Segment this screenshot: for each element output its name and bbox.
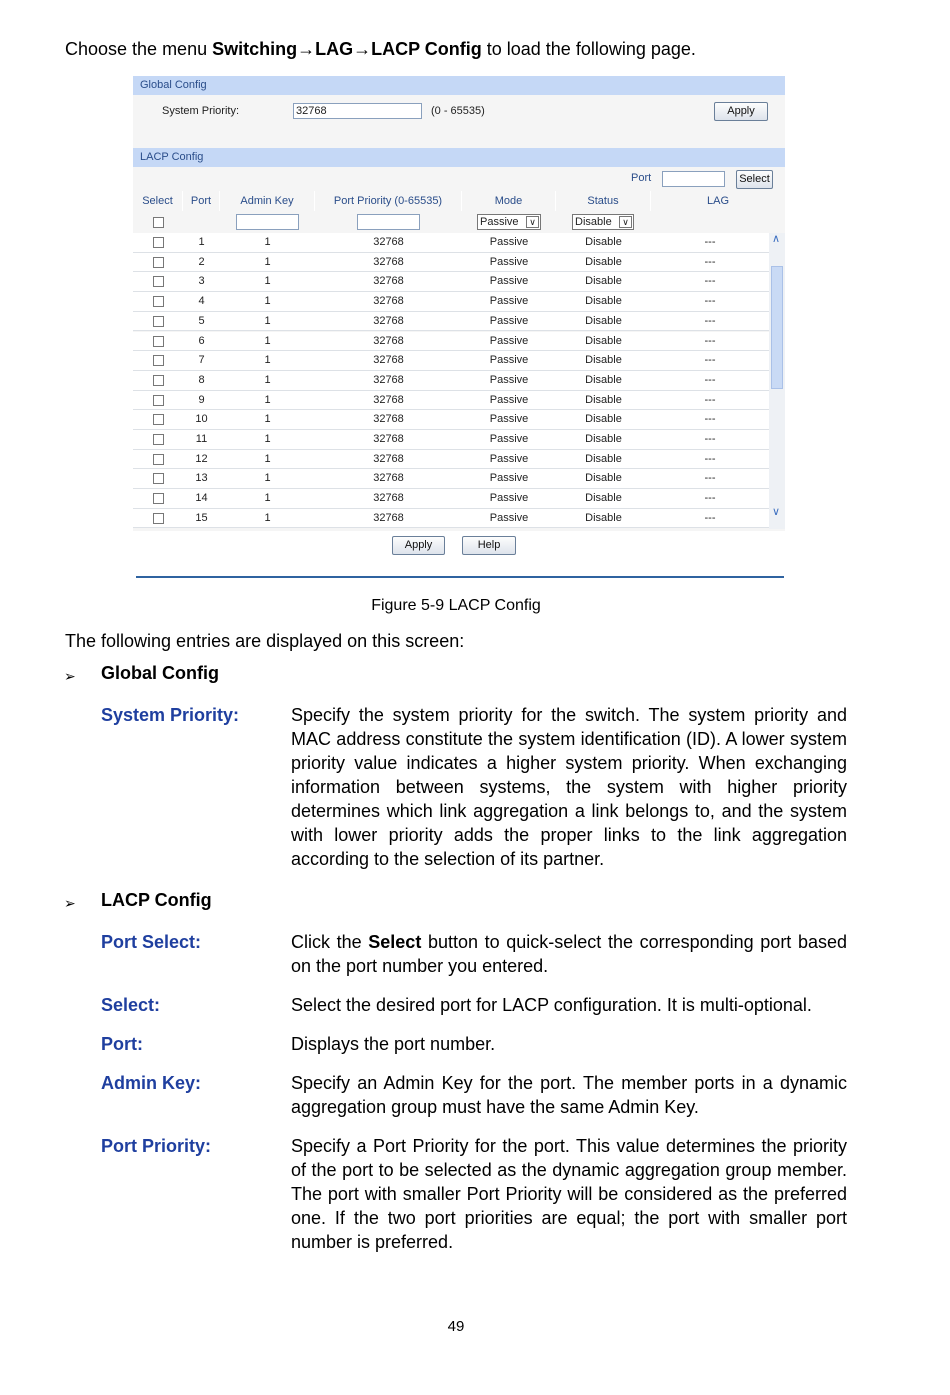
cell-port: 2 <box>198 255 205 268</box>
col-select: Select <box>133 191 183 211</box>
global-config-header: Global Config <box>133 76 785 95</box>
desc-admin-key: Specify an Admin Key for the port. The member ports in a dynamic aggregation group must have the same Admin Key. <box>291 1073 847 1117</box>
row-select-checkbox[interactable] <box>153 237 164 248</box>
cell-port: 6 <box>198 334 205 347</box>
global-apply-button[interactable]: Apply <box>714 102 768 121</box>
table-row <box>133 292 769 312</box>
row-select-checkbox[interactable] <box>153 513 164 524</box>
select-all-checkbox[interactable] <box>153 217 164 228</box>
cell-port: 8 <box>198 373 205 386</box>
cell-priority: 32768 <box>373 413 404 426</box>
cell-admin-key: 1 <box>264 393 271 406</box>
row-select-checkbox[interactable] <box>153 473 164 484</box>
cell-status: Disable <box>585 452 622 465</box>
cell-lag: --- <box>704 373 716 386</box>
cell-port: 5 <box>198 314 205 327</box>
cell-admin-key: 1 <box>264 452 271 465</box>
cell-status: Disable <box>585 354 622 367</box>
cell-priority: 32768 <box>373 275 404 288</box>
cell-lag: --- <box>704 433 716 445</box>
table-row <box>133 332 769 352</box>
cell-admin-key: 1 <box>264 413 271 426</box>
table-scrollbar[interactable] <box>769 233 785 529</box>
col-mode: Mode <box>462 191 556 211</box>
cell-status: Disable <box>585 314 622 327</box>
system-priority-range: (0 - 65535) <box>431 105 485 117</box>
row-select-checkbox[interactable] <box>153 336 164 347</box>
port-select-input[interactable] <box>662 171 725 187</box>
cell-lag: --- <box>704 354 716 367</box>
cell-status: Disable <box>585 472 622 485</box>
cell-status: Disable <box>585 295 622 308</box>
cell-priority: 32768 <box>373 433 404 445</box>
cell-priority: 32768 <box>373 314 404 327</box>
cell-lag: --- <box>704 255 716 268</box>
admin-key-filter-input[interactable] <box>236 214 299 230</box>
table-row <box>133 450 769 470</box>
cell-mode: Passive <box>489 452 529 465</box>
row-select-checkbox[interactable] <box>153 296 164 307</box>
cell-lag: --- <box>704 295 716 308</box>
intro-text <box>65 39 696 60</box>
cell-status: Disable <box>585 511 622 524</box>
row-select-checkbox[interactable] <box>153 395 164 406</box>
cell-status: Disable <box>585 492 622 505</box>
desc-select: Select the desired port for LACP configuration. It is multi-optional. <box>291 995 812 1015</box>
cell-admin-key: 1 <box>264 334 271 347</box>
cell-port: 11 <box>195 433 208 445</box>
cell-priority: 32768 <box>373 255 404 268</box>
cell-lag: --- <box>704 472 716 485</box>
table-row <box>133 489 769 509</box>
cell-status: Disable <box>585 255 622 268</box>
port-select-label: Port <box>631 172 652 184</box>
cell-admin-key: 1 <box>264 255 271 268</box>
page-number: 49 <box>447 1318 465 1335</box>
table-row <box>133 351 769 371</box>
row-select-checkbox[interactable] <box>153 276 164 287</box>
bullet-arrow-icon: ➢ <box>64 668 76 684</box>
col-status: Status <box>556 191 651 211</box>
cell-mode: Passive <box>489 354 529 367</box>
term-system-priority: System Priority: <box>101 705 240 725</box>
row-select-checkbox[interactable] <box>153 454 164 465</box>
cell-mode: Passive <box>489 373 529 386</box>
cell-lag: --- <box>704 492 716 505</box>
cell-priority: 32768 <box>373 452 404 465</box>
cell-status: Disable <box>585 413 622 426</box>
scroll-up-icon[interactable]: ∧ <box>772 233 781 245</box>
term-port-priority: Port Priority: <box>101 1136 212 1156</box>
chevron-down-icon: ∨ <box>619 216 632 228</box>
cell-admin-key: 1 <box>264 433 271 445</box>
cell-priority: 32768 <box>373 295 404 308</box>
entries-intro: The following entries are displayed on this screen: <box>65 631 465 651</box>
cell-mode: Passive <box>489 433 529 445</box>
row-select-checkbox[interactable] <box>153 257 164 268</box>
section-title-lacp: LACP Config <box>101 890 212 910</box>
cell-priority: 32768 <box>373 334 404 347</box>
scrollbar-thumb[interactable] <box>771 266 783 389</box>
row-select-checkbox[interactable] <box>153 414 164 425</box>
col-admin-key: Admin Key <box>220 191 315 211</box>
table-row <box>133 272 769 292</box>
cell-mode: Passive <box>489 255 529 268</box>
desc-text: Click the <box>291 932 369 952</box>
cell-status: Disable <box>585 275 622 288</box>
figure-divider <box>136 576 784 578</box>
cell-admin-key: 1 <box>264 511 271 524</box>
cell-lag: --- <box>704 511 716 524</box>
col-port: Port <box>183 191 220 211</box>
chevron-down-icon: ∨ <box>526 216 539 228</box>
intro-pre: Choose the menu <box>65 39 213 59</box>
cell-priority: 32768 <box>373 511 404 524</box>
table-row <box>133 253 769 273</box>
table-row <box>133 410 769 430</box>
cell-status: Disable <box>585 393 622 406</box>
cell-lag: --- <box>704 314 716 327</box>
cell-port: 4 <box>198 295 205 308</box>
table-row <box>133 509 769 529</box>
mode-filter-select[interactable] <box>477 214 541 230</box>
cell-priority: 32768 <box>373 236 404 248</box>
row-select-checkbox[interactable] <box>153 355 164 366</box>
cell-mode: Passive <box>489 295 529 308</box>
figure-caption: Figure 5-9 LACP Config <box>371 597 541 614</box>
section-title-global: Global Config <box>101 663 219 683</box>
col-port-priority: Port Priority (0-65535) <box>315 191 462 211</box>
desc-port-priority: Specify a Port Priority for the port. This value determines the priority of the port to be selected as the dynamic aggregation group member. The port with smaller Port Priority will be considered as the preferred one. If the two port priorities are equal; the port with smaller port number is preferred. <box>291 1136 847 1252</box>
cell-port: 13 <box>195 472 208 485</box>
system-priority-label: System Priority: <box>162 105 240 117</box>
cell-priority: 32768 <box>373 354 404 367</box>
table-row <box>133 233 769 253</box>
status-filter-value: Disable <box>575 216 612 228</box>
cell-status: Disable <box>585 236 622 248</box>
table-row <box>133 430 769 450</box>
table-row <box>133 312 769 332</box>
desc-text: button to quick-select the corresponding port based on the port number you entered. <box>291 932 847 976</box>
cell-mode: Passive <box>489 413 529 426</box>
cell-admin-key: 1 <box>264 295 271 308</box>
cell-admin-key: 1 <box>264 314 271 327</box>
cell-mode: Passive <box>489 314 529 327</box>
cell-lag: --- <box>704 236 716 248</box>
cell-port: 1 <box>198 236 205 248</box>
system-priority-input[interactable]: 32768 <box>293 103 422 119</box>
col-lag: LAG <box>706 195 729 207</box>
bottom-apply-button[interactable]: Apply <box>392 536 445 555</box>
menu-path: Switching→LAG→LACP Config <box>212 39 482 59</box>
cell-port: 12 <box>195 452 208 465</box>
cell-lag: --- <box>704 393 716 406</box>
cell-lag: --- <box>704 334 716 347</box>
term-port: Port: <box>101 1034 143 1054</box>
term-select: Select: <box>101 995 161 1015</box>
port-select-button[interactable]: Select <box>736 170 773 189</box>
term-port-select: Port Select: <box>101 932 202 952</box>
cell-status: Disable <box>585 373 622 386</box>
intro-post: to load the following page. <box>481 39 696 59</box>
cell-port: 9 <box>198 393 205 406</box>
table-row <box>133 391 769 411</box>
status-filter-select[interactable] <box>572 214 634 230</box>
cell-admin-key: 1 <box>264 472 271 485</box>
cell-admin-key: 1 <box>264 236 271 248</box>
cell-priority: 32768 <box>373 472 404 485</box>
desc-port: Displays the port number. <box>291 1034 496 1054</box>
row-select-checkbox[interactable] <box>153 434 164 445</box>
cell-mode: Passive <box>489 492 529 505</box>
cell-admin-key: 1 <box>264 492 271 505</box>
cell-port: 3 <box>198 275 205 288</box>
term-admin-key: Admin Key: <box>101 1073 202 1093</box>
desc-bold: Select <box>368 932 422 952</box>
cell-mode: Passive <box>489 472 529 485</box>
help-button[interactable]: Help <box>462 536 516 555</box>
cell-mode: Passive <box>489 334 529 347</box>
row-select-checkbox[interactable] <box>153 316 164 327</box>
cell-priority: 32768 <box>373 373 404 386</box>
cell-mode: Passive <box>489 236 529 248</box>
lacp-config-screenshot <box>133 76 785 531</box>
mode-filter-value: Passive <box>480 216 519 228</box>
lacp-config-header: LACP Config <box>133 148 785 167</box>
cell-admin-key: 1 <box>264 275 271 288</box>
cell-status: Disable <box>585 433 622 445</box>
cell-port: 15 <box>195 511 208 524</box>
cell-admin-key: 1 <box>264 373 271 386</box>
desc-port-select <box>291 930 847 978</box>
cell-port: 14 <box>195 492 208 505</box>
scroll-down-icon[interactable]: ∨ <box>772 506 781 518</box>
cell-admin-key: 1 <box>264 354 271 367</box>
cell-port: 7 <box>198 354 205 367</box>
row-select-checkbox[interactable] <box>153 493 164 504</box>
cell-priority: 32768 <box>373 492 404 505</box>
cell-priority: 32768 <box>373 393 404 406</box>
bullet-arrow-icon: ➢ <box>64 895 76 911</box>
desc-system-priority: Specify the system priority for the switch. The system priority and MAC address constitute the system identification (ID). A lower system priority value indicates a higher system priority. When exchanging information between systems, the system with higher priority determines which link aggregation a link belongs to, and the system with lower priority adds the proper links to the link aggregation according to the selection of its partner. <box>291 705 847 869</box>
cell-status: Disable <box>585 334 622 347</box>
cell-mode: Passive <box>489 393 529 406</box>
cell-lag: --- <box>704 413 716 426</box>
cell-lag: --- <box>704 275 716 288</box>
table-row <box>133 469 769 489</box>
cell-port: 10 <box>195 413 208 426</box>
row-select-checkbox[interactable] <box>153 375 164 386</box>
port-priority-filter-input[interactable] <box>357 214 420 230</box>
cell-mode: Passive <box>489 511 529 524</box>
table-row <box>133 371 769 391</box>
cell-lag: --- <box>704 452 716 465</box>
cell-mode: Passive <box>489 275 529 288</box>
